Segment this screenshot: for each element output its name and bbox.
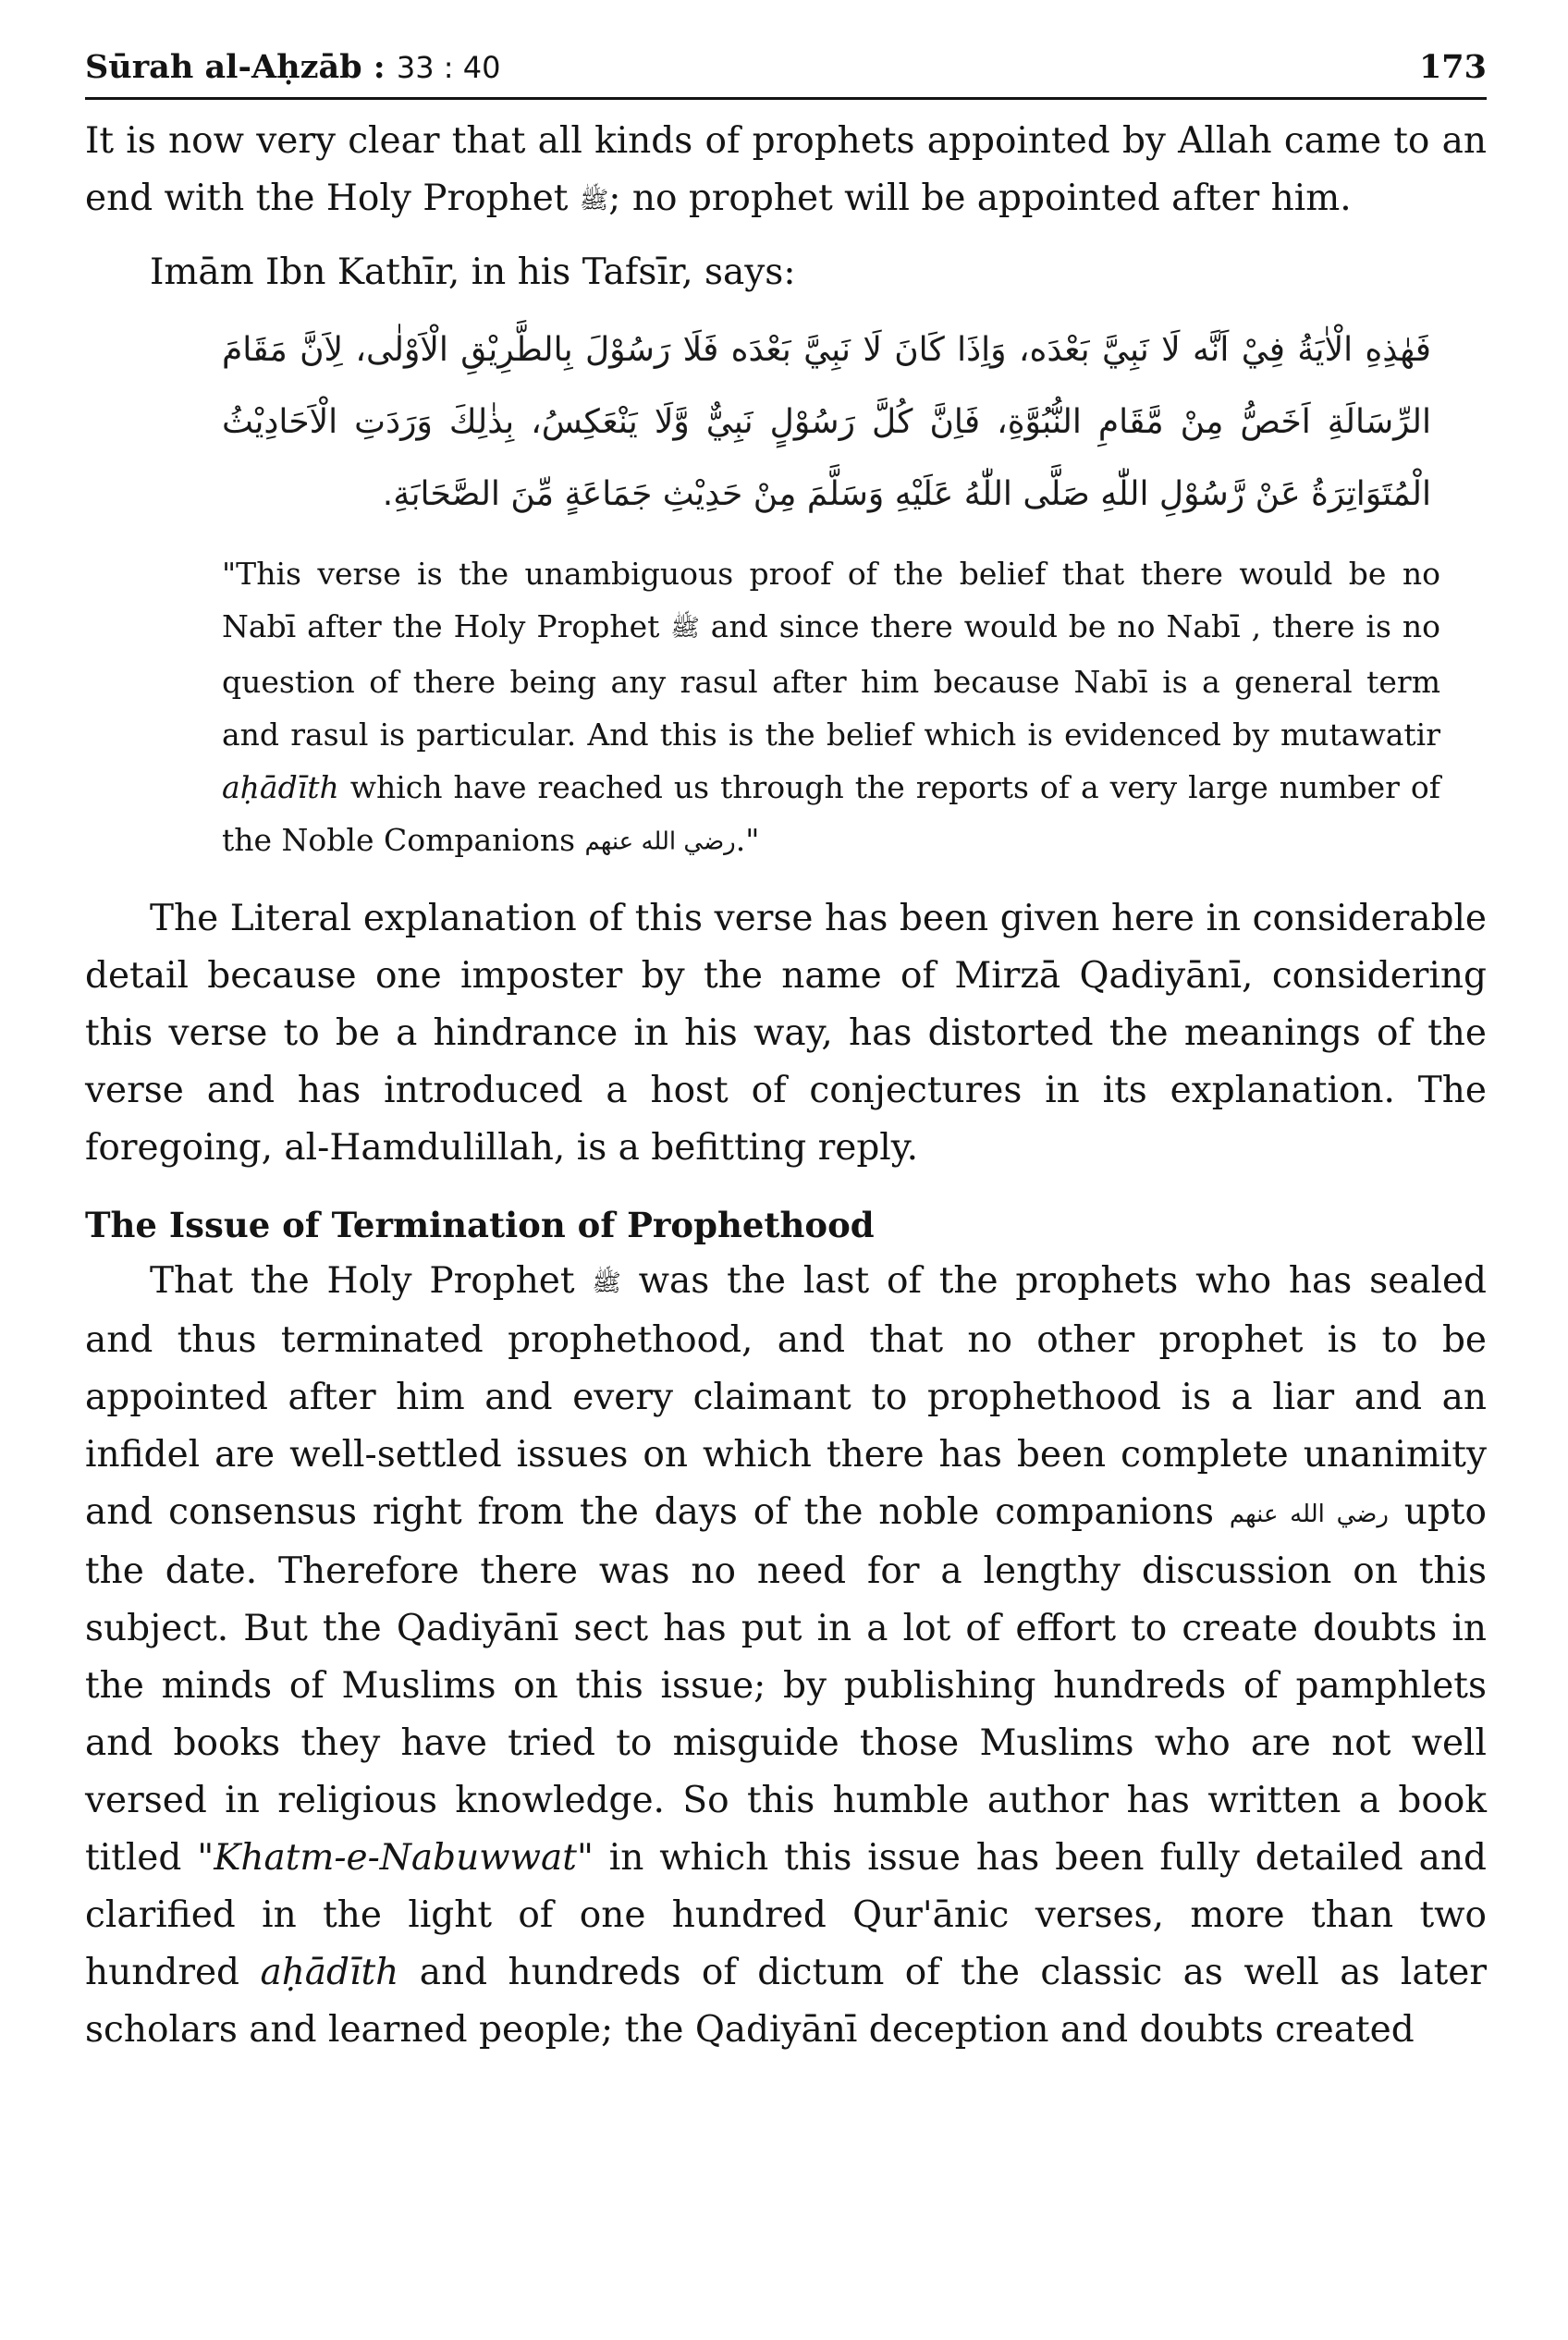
companions-salutation-icon: رضي الله عنهم — [584, 827, 736, 855]
paragraph-termination: That the Holy Prophet ﷺ was the last of the prophets who has sealed and thus terminated prophethood, and that no other prophet is to be appointed after him and every claimant to prophethood is a liar and an infidel are well-settled issues on which there has been complete unanimity and consensus right from the days of the noble companions رضي الله عنهم upto the date. Therefore there was no need for a lengthy discussion on this subject. But the Qadiyānī sect has put in a lot of effort to create doubts in the minds of Muslims on this issue; by publishing hundreds of pamphlets and books they have tried to misguide those Muslims who are not well versed in religious knowledge. So this humble author has written a book titled "Khatm-e-Nabuwwat" in which this issue has been fully detailed and clarified in the light of one hundred Qur'ānic verses, more than two hundred aḥādīth and hundreds of dictum of the classic as well as later scholars and learned people; the Qadiyānī deception and doubts created — [85, 1260, 1488, 2051]
header-surah: Sūrah al-Aḥzāb : 33 : 40 — [85, 48, 501, 86]
translation-quote: "This verse is the unambiguous proof of the belief that there would be no Nabī after the Holy Prophet ﷺ and since there would be no Nabī , there is no question of there being any rasul after him because Nabī is a general term and rasul is particular. And this is the belief which is evidenced by mutawatir aḥādīth which have reached us through the reports of a very large number of the Noble Companions رضي الله عنهم." — [222, 556, 1440, 858]
arabic-quotation: فَهٰذِهِ الْاٰيَةُ فِيْ اَنَّه لَا نَبِيَّ بَعْدَه، وَاِذَا كَانَ لَا نَبِيَّ بَعْدَه فَلَا رَسُوْلَ بِالطَّرِيْقِ الْاَوْلٰى، لِاَنَّ مَقَامَ الرِّسَالَةِ اَخَصُّ مِنْ مَّقَامِ النُّبُوَّةِ، فَاِنَّ كُلَّ رَسُوْلٍ نَبِيٌّ وَّلَا يَنْعَكِسُ، بِذٰلِكَ وَرَدَتِ الْاَحَادِيْثُ الْمُتَوَاتِرَةُ عَنْ رَّسُوْلِ اللّٰهِ صَلَّى اللّٰهُ عَلَيْهِ وَسَلَّمَ مِنْ حَدِيْثِ جَمَاعَةٍ مِّنَ الصَّحَابَةِ. — [222, 331, 1431, 513]
italic-term: aḥādīth — [260, 1952, 399, 1993]
book-page — [85, 48, 1487, 2059]
italic-term: aḥādīth — [222, 768, 339, 805]
salutation-icon: ﷺ — [592, 1269, 621, 1297]
salutation-icon: ﷺ — [670, 614, 700, 643]
page-number: 173 — [1418, 48, 1487, 86]
salutation-icon: ﷺ — [579, 187, 609, 214]
running-header — [85, 48, 1487, 100]
header-verse-ref: 33 : 40 — [396, 50, 501, 85]
section-heading: The Issue of Termination of Prophethood — [85, 1205, 875, 1245]
paragraph-intro: It is now very clear that all kinds of prophets appointed by Allah came to an end with the Holy Prophet ﷺ; no prophet will be appointed after him. — [85, 120, 1487, 219]
paragraph-explanation: The Literal explanation of this verse has been given here in considerable detail because one imposter by the name of Mirzā Qadiyānī, considering this verse to be a hindrance in his way, has distorted the meanings of the verse and has introduced a host of conjectures in its explanation. The foregoing, al-Hamdulillah, is a befitting reply. — [85, 898, 1487, 1169]
book-title: Khatm-e-Nabuwwat — [214, 1837, 577, 1879]
paragraph-attribution: Imām Ibn Kathīr, in his Tafsīr, says: — [150, 251, 796, 293]
companions-salutation-icon: رضي الله عنهم — [1229, 1501, 1389, 1528]
